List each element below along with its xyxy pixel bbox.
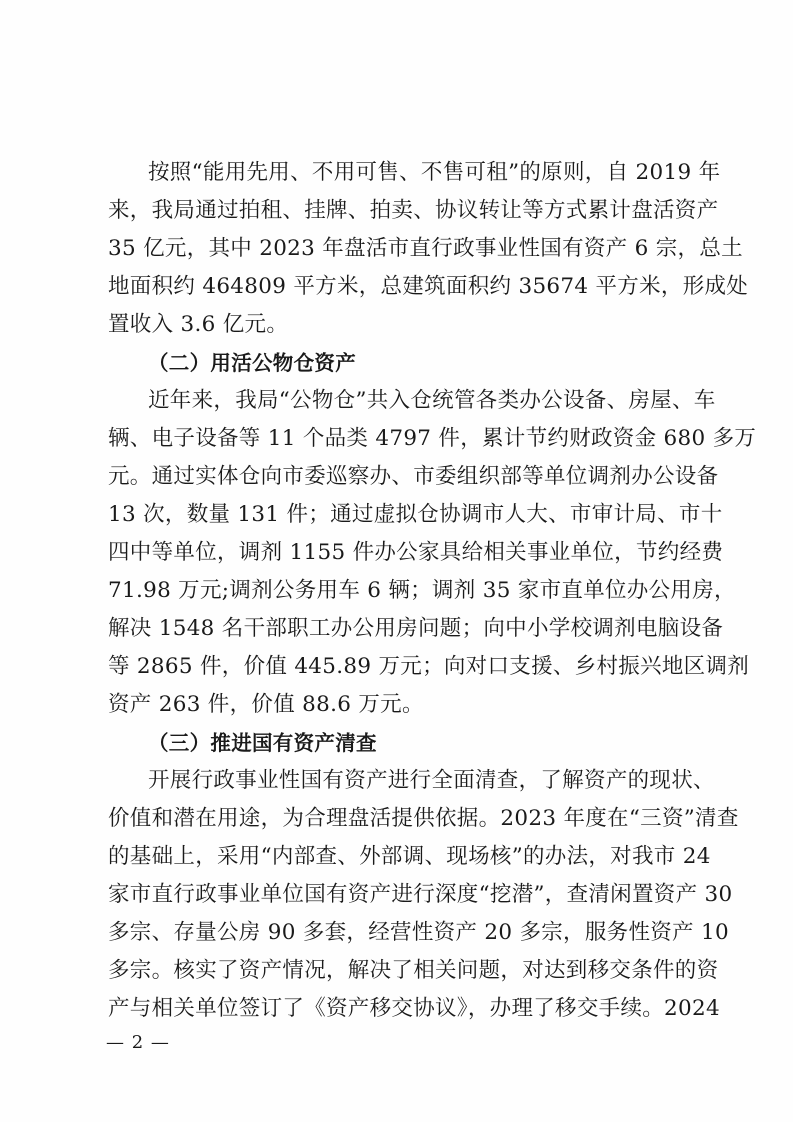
- page-number: — 2 —: [106, 1032, 170, 1053]
- paragraph-line: 价值和潜在用途，为合理盘活提供依据。2023 年度在“三资”清查: [108, 806, 739, 831]
- paragraph-line: 13 次，数量 131 件；通过虚拟仓协调市人大、市审计局、市十: [108, 502, 723, 527]
- paragraph-line: 家市直行政事业单位国有资产进行深度“挖潜”，查清闲置资产 30: [108, 882, 733, 907]
- paragraph-line: 的基础上，采用“内部查、外部调、现场核”的办法，对我市 24: [108, 844, 711, 869]
- paragraph-line: 产与相关单位签订了《资产移交协议》，办理了移交手续。2024: [108, 996, 720, 1021]
- paragraph-line: 置收入 3.6 亿元。: [108, 312, 289, 337]
- paragraph-line: 近年来，我局“公物仓”共入仓统管各类办公设备、房屋、车: [148, 388, 716, 413]
- paragraph-line: 元。通过实体仓向市委巡察办、市委组织部等单位调剂办公设备: [108, 464, 719, 489]
- paragraph-line: 辆、电子设备等 11 个品类 4797 件，累计节约财政资金 680 多万: [108, 426, 757, 451]
- paragraph-line: 来，我局通过拍租、挂牌、拍卖、协议转让等方式累计盘活资产: [108, 198, 719, 223]
- section-heading-2: （二）用活公物仓资产: [148, 351, 356, 375]
- paragraph-line: 35 亿元，其中 2023 年盘活市直行政事业性国有资产 6 宗，总土: [108, 236, 743, 261]
- paragraph-line: 资产 263 件，价值 88.6 万元。: [108, 692, 424, 717]
- paragraph-line: 按照“能用先用、不用可售、不售可租”的原则，自 2019 年: [148, 160, 721, 185]
- paragraph-line: 地面积约 464809 平方米，总建筑面积约 35674 平方米，形成处: [108, 274, 749, 299]
- paragraph-line: 四中等单位，调剂 1155 件办公家具给相关事业单位，节约经费: [108, 540, 724, 565]
- section-heading-3: （三）推进国有资产清查: [148, 731, 377, 755]
- paragraph-line: 多宗、存量公房 90 多套，经营性资产 20 多宗，服务性资产 10: [108, 920, 729, 945]
- paragraph-line: 开展行政事业性国有资产进行全面清查，了解资产的现状、: [148, 768, 715, 793]
- paragraph-line: 等 2865 件，价值 445.89 万元；向对口支援、乡村振兴地区调剂: [108, 654, 750, 679]
- paragraph-line: 71.98 万元;调剂公务用车 6 辆；调剂 35 家市直单位办公用房，: [108, 578, 736, 603]
- paragraph-line: 多宗。核实了资产情况，解决了相关问题，对达到移交条件的资: [108, 958, 719, 983]
- paragraph-line: 解决 1548 名干部职工办公用房问题；向中小学校调剂电脑设备: [108, 616, 724, 641]
